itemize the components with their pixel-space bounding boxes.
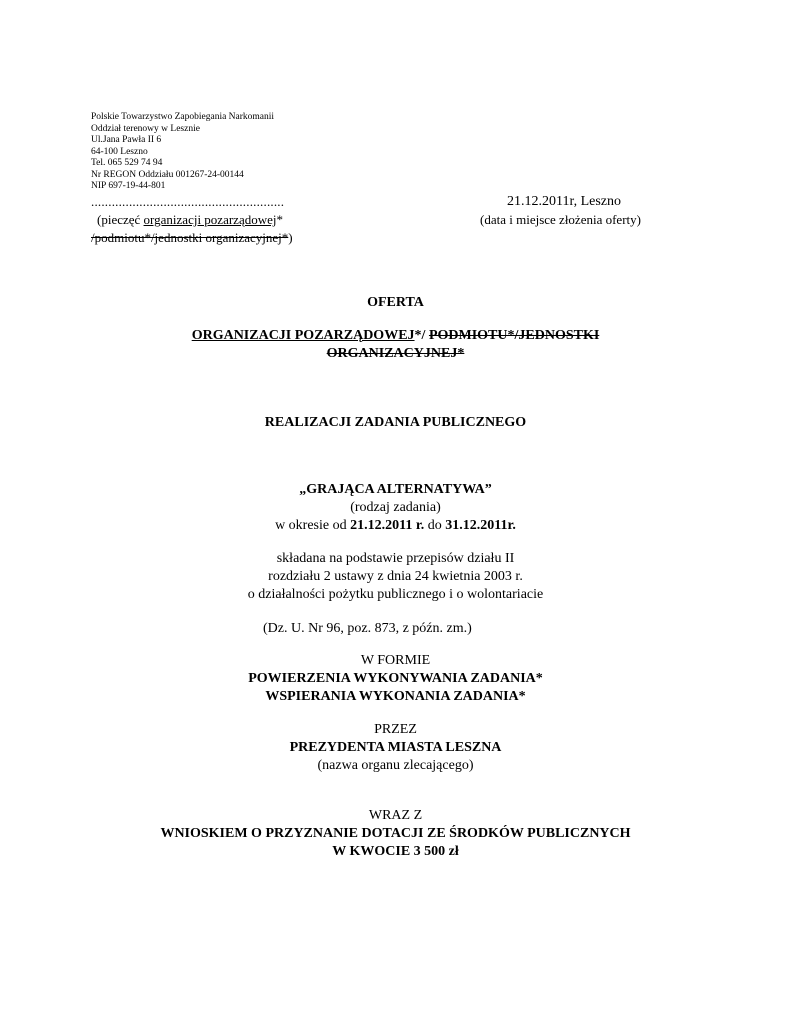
date-place-label: (data i miejsce złożenia oferty) xyxy=(480,212,641,227)
org-regon: Nr REGON Oddziału 001267-24-00144 xyxy=(91,169,244,180)
stamp-caption-2 xyxy=(91,230,293,246)
org-type-strike-1: PODMIOTU*/JEDNOSTKI xyxy=(428,328,600,343)
period-mid: do xyxy=(424,518,446,533)
stamp-ngo: organizacji pozarządowej xyxy=(143,212,277,227)
org-name: Polskie Towarzystwo Zapobiegania Narkomanii xyxy=(91,112,275,122)
form-label: W FORMIE xyxy=(360,653,431,668)
org-nip: NIP 697-19-44-801 xyxy=(91,181,166,191)
legal-line-3: o działalności pożytku publicznego i o wolontariacie xyxy=(247,587,544,602)
org-type-strike-2: ORGANIZACYJNEJ* xyxy=(326,346,465,361)
public-task-title: REALIZACJI ZADANIA PUBLICZNEGO xyxy=(264,415,527,430)
org-type-line xyxy=(0,328,791,344)
org-city: 64-100 Leszno xyxy=(91,146,148,157)
grant-label: WRAZ Z xyxy=(368,808,423,823)
org-type-line-2 xyxy=(0,346,791,362)
organ-label: PRZEZ xyxy=(374,722,417,737)
org-type-sep: */ xyxy=(414,328,429,343)
org-phone: Tel. 065 529 74 94 xyxy=(91,158,163,168)
stamp-open: (pieczęć xyxy=(97,212,144,227)
date-place-value: 21.12.2011r, Leszno xyxy=(507,194,622,209)
period-to: 31.12.2011r. xyxy=(445,518,516,533)
task-period xyxy=(0,518,791,534)
grant-line-2: W KWOCIE 3 500 zł xyxy=(332,844,459,859)
org-type-ngo: ORGANIZACJI POZARZĄDOWEJ xyxy=(191,328,415,343)
organ-caption: (nazwa organu zlecającego) xyxy=(317,758,474,773)
task-name: „GRAJĄCA ALTERNATYWA” xyxy=(299,482,492,497)
legal-line-2: rozdziału 2 ustawy z dnia 24 kwietnia 2003 r. xyxy=(268,569,523,584)
stamp-dotted-line: ........................................................ xyxy=(91,194,285,209)
form-option-1: POWIERZENIA WYKONYWANIA ZADANIA* xyxy=(248,671,543,686)
stamp-close: ) xyxy=(288,230,293,245)
stamp-caption xyxy=(97,212,283,228)
grant-line-1: WNIOSKIEM O PRZYZNANIE DOTACJI ZE ŚRODKÓW PUBLICZNYCH xyxy=(160,826,631,841)
stamp-star: * xyxy=(276,212,283,227)
offer-title: OFERTA xyxy=(367,295,424,310)
org-street: Ul.Jana Pawła II 6 xyxy=(91,135,162,145)
org-branch: Oddział terenowy w Lesznie xyxy=(91,123,200,134)
period-prefix: w okresie od xyxy=(275,518,351,533)
period-from: 21.12.2011 r. xyxy=(350,518,425,533)
task-kind-label: (rodzaj zadania) xyxy=(350,500,441,515)
form-option-2: WSPIERANIA WYKONANIA ZADANIA* xyxy=(265,689,526,704)
stamp-strike: /podmiotu*/jednostki organizacyjnej* xyxy=(91,230,289,245)
legal-line-4: (Dz. U. Nr 96, poz. 873, z późn. zm.) xyxy=(263,621,472,636)
organ-name: PREZYDENTA MIASTA LESZNA xyxy=(289,740,502,755)
legal-line-1: składana na podstawie przepisów działu II xyxy=(276,551,515,566)
